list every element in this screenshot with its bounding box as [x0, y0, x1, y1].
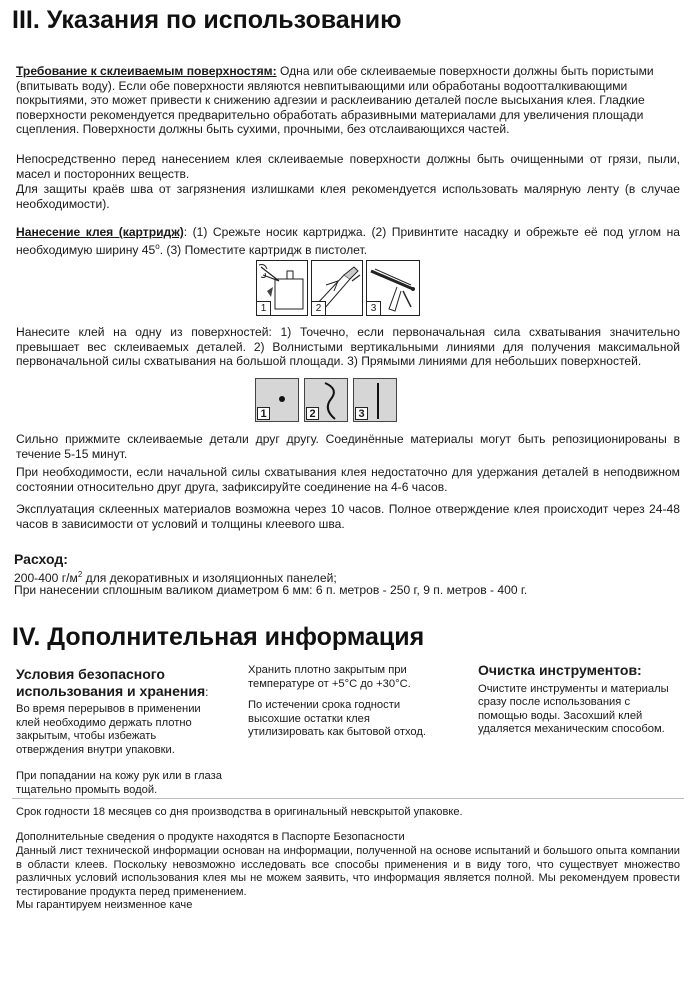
safety-storage-title-text: Условия безопасного использования и хранения: [16, 666, 206, 699]
cartridge-degree: о: [155, 241, 160, 251]
guarantee-text: Мы гарантируем неизменное каче: [16, 899, 193, 911]
cartridge-text: : (1) Срежьте носик картриджа. (2) Привинтите насадку и обрежьте её под углом на необходимую ширину 45: [16, 225, 681, 257]
surfaces-requirement-text: Одна или обе склеиваемые поверхности должны быть пористыми (впитывать воду). Если обе поверхности являются невпитывающими или обработаны водоотталкивающими покрытиями, это может привести к снижению адгезии и расклеиванию деталей после высыхания клея. Гладкие поверхности рекомендуется предварительно обработать абразивными материалами для увеличения площади сцепления. Поверхности должны быть сухими, прочными, без отслаивающихся частей.: [16, 64, 654, 137]
disclaimer-text: Данный лист технической информации основан на информации, полученной на основе испытаний и большого опыта компании в области клеев. Поскольку невозможно исследовать все способы применения и в виду того, что существует множество различных условий использования клея мы не можем заявить, что информация является полной. Мы рекомендуем провести тестирование продукта перед применением.: [16, 845, 680, 898]
section-4-title: IV. Дополнительная информация: [12, 623, 425, 651]
consumption-rate-desc: для декоративных и изоляционных панелей;: [82, 571, 337, 586]
step-2-label: 2: [312, 301, 326, 315]
tape-paragraph: Для защиты краёв шва от загрязнения излишками клея рекомендуется использовать малярную ленту (в случае необходимости).: [16, 182, 680, 211]
application-paragraph: Нанесите клей на одну из поверхностей: 1) Точечно, если первоначальная сила схватывания значительно превышает вес склеиваемых деталей. 2) Волнистыми вертикальными линиями для получения максимальной первоначальной силы схватывания на большой площади. 3) Прямыми линиями для небольших поверхностей.: [16, 325, 680, 369]
section-3-title: III. Указания по использованию: [12, 6, 402, 34]
fix-paragraph: При необходимости, если начальной силы схватывания клея недостаточно для удержания деталей в неподвижном состоянии относительно друг друга, зафиксируйте соединение на 4-6 часов.: [16, 465, 680, 494]
shelf-life-text: Срок годности 18 месяцев со дня производства в оригинальный невскрытой упаковке.: [16, 806, 463, 818]
cartridge-steps-figure: [256, 260, 420, 316]
storage-p2: По истечении срока годности высохшие остатки клея утилизировать как бытовой отход.: [248, 699, 427, 739]
surfaces-requirement-lead: Требование к склеиваемым поверхностям:: [16, 64, 277, 78]
consumption-title: Расход:: [14, 551, 68, 567]
cartridge-paragraph: [16, 225, 680, 257]
consumption-rate: 200-400 г/м: [14, 571, 78, 586]
safety-passport-text: Дополнительные сведения о продукте находятся в Паспорте Безопасности: [16, 831, 405, 843]
step-1-label: 1: [257, 301, 271, 315]
pattern-2-panel: [304, 378, 348, 422]
pattern-1-label: 1: [257, 407, 270, 420]
consumption-line-2: При нанесении сплошным валиком диаметром 6 мм: 6 п. метров - 250 г, 9 п. метров - 400 г.: [14, 583, 528, 597]
press-paragraph: Сильно прижмите склеиваемые детали друг другу. Соединённые материалы могут быть репозиционированы в течение 5-15 минут.: [16, 432, 680, 461]
safety-storage-title-colon: :: [205, 684, 209, 699]
storage-column: [248, 664, 428, 740]
step-2-panel: [311, 260, 363, 316]
application-patterns-figure: [255, 378, 397, 422]
step-1-panel: [256, 260, 308, 316]
pattern-3-panel: [353, 378, 397, 422]
cleaning-paragraph: Непосредственно перед нанесением клея склеиваемые поверхности должны быть очищенными от грязи, пыли, масел и посторонних веществ.: [16, 152, 680, 181]
tool-cleaning-title: Очистка инструментов:: [478, 662, 642, 678]
surfaces-requirement-paragraph: [16, 64, 680, 137]
safety-storage-column: [16, 666, 222, 798]
step-3-label: 3: [367, 301, 381, 315]
pattern-3-label: 3: [355, 407, 368, 420]
curing-paragraph: Эксплуатация склеенных материалов возможна через 10 часов. Полное отверждение клея происходит через 24-48 часов в зависимости от условий и толщины клеевого шва.: [16, 502, 680, 531]
cartridge-lead: Нанесение клея (картридж): [16, 225, 184, 239]
storage-p1: Хранить плотно закрытым при температуре от +5°С до +30°С.: [248, 664, 411, 690]
divider-line: [12, 798, 684, 799]
pattern-2-label: 2: [306, 407, 319, 420]
tool-cleaning-column: [478, 662, 678, 737]
safety-storage-title: [16, 666, 222, 700]
tool-cleaning-p1: Очистите инструменты и материалы сразу после использования с помощью воды. Засохший клей удаляется механическим способом.: [478, 682, 669, 736]
consumption-unit-sup: 2: [77, 570, 83, 579]
cartridge-text-end: . (3) Поместите картридж в пистолет.: [159, 242, 368, 257]
safety-storage-p1: Во время перерывов в применении клей необходимо держать плотно закрытым, чтобы избежать отверждения внутри упаковки.: [16, 703, 201, 756]
safety-storage-p2: При попадании на кожу рук или в глаза тщательно промыть водой.: [16, 770, 222, 796]
pattern-1-panel: [255, 378, 299, 422]
step-3-panel: [366, 260, 420, 316]
